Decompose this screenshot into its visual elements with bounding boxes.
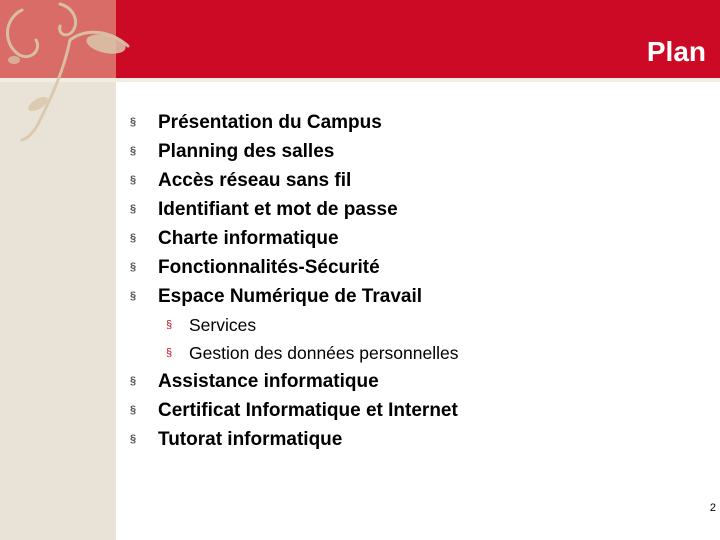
agenda-list [128, 108, 708, 454]
bullet-icon: § [130, 375, 137, 387]
list-item [128, 195, 708, 224]
list-item [128, 367, 708, 396]
sub-bullet-icon: § [166, 347, 173, 359]
bullet-icon: § [130, 174, 137, 186]
list-item [128, 282, 708, 311]
list-item-label: Certificat Informatique et Internet [158, 400, 458, 421]
list-item [128, 137, 708, 166]
swirl-ornament-icon [0, 0, 140, 150]
list-item [128, 396, 708, 425]
sub-list-item [128, 311, 708, 339]
bullet-icon: § [130, 404, 137, 416]
sub-list-item-label: Services [189, 315, 257, 335]
sub-list-item-label: Gestion des données personnelles [189, 343, 459, 363]
list-item-label: Espace Numérique de Travail [158, 286, 423, 307]
bullet-icon: § [130, 261, 137, 273]
list-item-label: Planning des salles [158, 141, 335, 162]
list-item [128, 166, 708, 195]
title-bar [116, 0, 720, 78]
list-item-label: Fonctionnalités-Sécurité [158, 257, 380, 278]
list-item [128, 224, 708, 253]
list-item-label: Accès réseau sans fil [158, 170, 352, 191]
list-item-label: Présentation du Campus [158, 112, 382, 133]
bullet-icon: § [130, 433, 137, 445]
sub-list-item [128, 339, 708, 367]
page-number: 2 [709, 502, 716, 514]
slide-title: Plan [646, 36, 706, 67]
sub-bullet-icon: § [166, 319, 173, 331]
list-item-label: Charte informatique [158, 228, 339, 249]
bullet-icon: § [130, 232, 137, 244]
list-item [128, 108, 708, 137]
list-item-label: Tutorat informatique [158, 429, 343, 450]
list-item-label: Identifiant et mot de passe [158, 199, 398, 220]
bullet-icon: § [130, 203, 137, 215]
list-item [128, 253, 708, 282]
list-item-label: Assistance informatique [158, 371, 379, 392]
bullet-icon: § [130, 116, 137, 128]
bullet-icon: § [130, 145, 137, 157]
bullet-icon: § [130, 290, 137, 302]
list-item [128, 425, 708, 454]
